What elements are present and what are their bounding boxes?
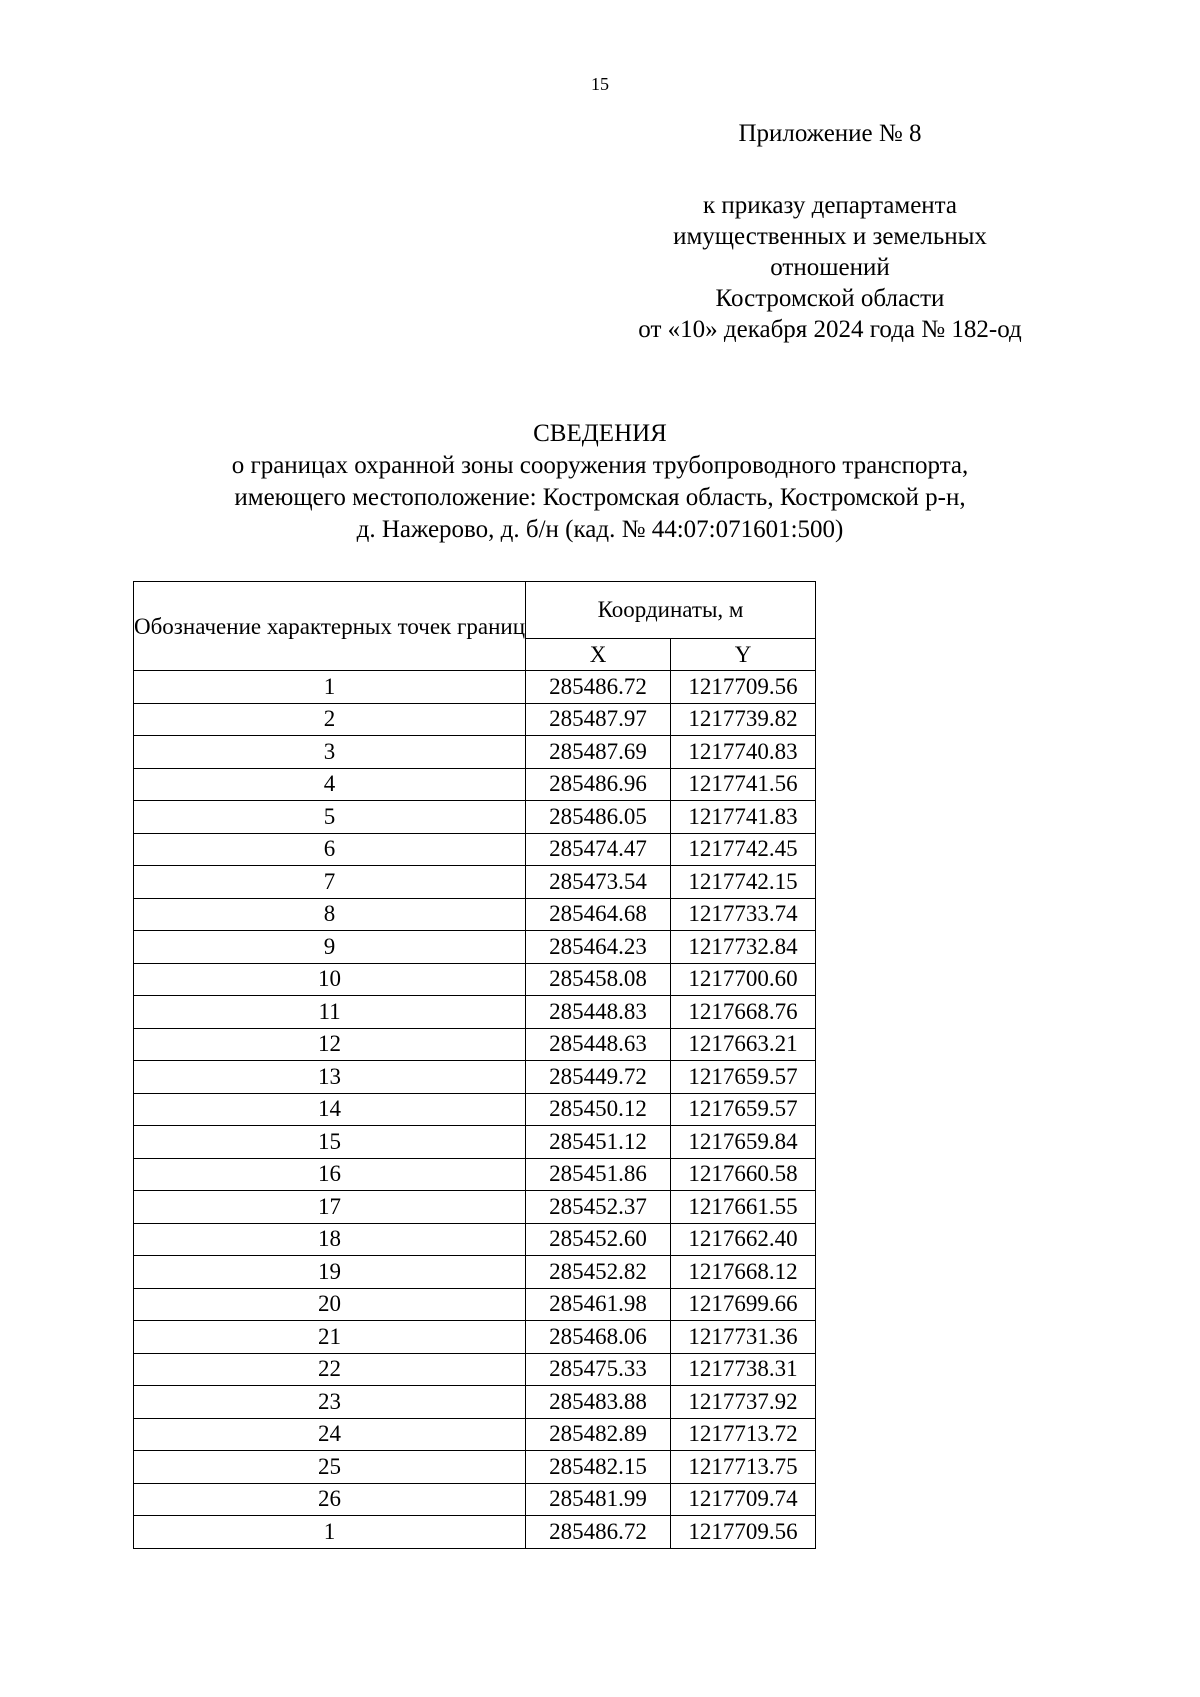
y-coordinate-cell: 1217737.92	[671, 1386, 816, 1419]
point-number-cell: 21	[134, 1321, 526, 1354]
header-coordinates: Координаты, м	[526, 582, 816, 639]
table-row	[134, 1093, 816, 1126]
document-heading	[100, 418, 1100, 546]
point-number-cell: 19	[134, 1256, 526, 1289]
point-number-cell: 3	[134, 736, 526, 769]
x-coordinate-cell: 285451.86	[526, 1158, 671, 1191]
x-coordinate-cell: 285487.97	[526, 703, 671, 736]
point-number-cell: 9	[134, 931, 526, 964]
y-coordinate-cell: 1217700.60	[671, 963, 816, 996]
point-number-cell: 26	[134, 1483, 526, 1516]
table-row	[134, 996, 816, 1029]
x-coordinate-cell: 285486.05	[526, 801, 671, 834]
point-number-cell: 6	[134, 833, 526, 866]
table-row	[134, 1288, 816, 1321]
point-number-cell: 11	[134, 996, 526, 1029]
x-coordinate-cell: 285464.23	[526, 931, 671, 964]
table-row	[134, 1191, 816, 1224]
x-coordinate-cell: 285464.68	[526, 898, 671, 931]
table-row	[134, 1418, 816, 1451]
table-row	[134, 833, 816, 866]
x-coordinate-cell: 285451.12	[526, 1126, 671, 1159]
point-number-cell: 8	[134, 898, 526, 931]
x-coordinate-cell: 285450.12	[526, 1093, 671, 1126]
point-number-cell: 14	[134, 1093, 526, 1126]
y-coordinate-cell: 1217662.40	[671, 1223, 816, 1256]
x-coordinate-cell: 285482.89	[526, 1418, 671, 1451]
x-coordinate-cell: 285483.88	[526, 1386, 671, 1419]
x-coordinate-cell: 285448.63	[526, 1028, 671, 1061]
x-coordinate-cell: 285482.15	[526, 1451, 671, 1484]
point-number-cell: 10	[134, 963, 526, 996]
y-coordinate-cell: 1217732.84	[671, 931, 816, 964]
table-row	[134, 1516, 816, 1549]
y-coordinate-cell: 1217659.57	[671, 1061, 816, 1094]
point-number-cell: 15	[134, 1126, 526, 1159]
y-coordinate-cell: 1217709.74	[671, 1483, 816, 1516]
appendix-line: отношений	[770, 254, 890, 281]
y-coordinate-cell: 1217663.21	[671, 1028, 816, 1061]
y-coordinate-cell: 1217738.31	[671, 1353, 816, 1386]
table-row	[134, 1321, 816, 1354]
point-number-cell: 20	[134, 1288, 526, 1321]
y-coordinate-cell: 1217742.15	[671, 866, 816, 899]
x-coordinate-cell: 285448.83	[526, 996, 671, 1029]
table-row	[134, 1223, 816, 1256]
table-body	[134, 671, 816, 1549]
x-coordinate-cell: 285486.96	[526, 768, 671, 801]
point-number-cell: 25	[134, 1451, 526, 1484]
table-row	[134, 1451, 816, 1484]
y-coordinate-cell: 1217709.56	[671, 671, 816, 704]
y-coordinate-cell: 1217709.56	[671, 1516, 816, 1549]
header-x: X	[526, 639, 671, 671]
heading-line: имеющего местоположение: Костромская область, Костромской р-н,	[234, 484, 966, 511]
appendix-reference	[580, 190, 1080, 345]
table-row	[134, 1483, 816, 1516]
y-coordinate-cell: 1217668.12	[671, 1256, 816, 1289]
header-point-label: Обозначение характерных точек границ	[134, 582, 526, 671]
point-number-cell: 7	[134, 866, 526, 899]
point-number-cell: 1	[134, 671, 526, 704]
y-coordinate-cell: 1217742.45	[671, 833, 816, 866]
appendix-line: к приказу департамента	[702, 192, 958, 219]
y-coordinate-cell: 1217733.74	[671, 898, 816, 931]
point-number-cell: 13	[134, 1061, 526, 1094]
table-row	[134, 703, 816, 736]
table-row	[134, 1256, 816, 1289]
y-coordinate-cell: 1217660.58	[671, 1158, 816, 1191]
point-number-cell: 16	[134, 1158, 526, 1191]
table-header-row	[134, 582, 816, 639]
table-row	[134, 1386, 816, 1419]
table-row	[134, 1158, 816, 1191]
point-number-cell: 5	[134, 801, 526, 834]
y-coordinate-cell: 1217740.83	[671, 736, 816, 769]
y-coordinate-cell: 1217699.66	[671, 1288, 816, 1321]
x-coordinate-cell: 285458.08	[526, 963, 671, 996]
x-coordinate-cell: 285452.60	[526, 1223, 671, 1256]
table-row	[134, 1126, 816, 1159]
coordinates-table	[133, 581, 816, 1549]
heading-line: д. Нажерово, д. б/н (кад. № 44:07:071601:500)	[356, 516, 844, 543]
x-coordinate-cell: 285474.47	[526, 833, 671, 866]
table-row	[134, 1028, 816, 1061]
appendix-line: имущественных и земельных	[673, 223, 987, 250]
point-number-cell: 22	[134, 1353, 526, 1386]
table-row	[134, 931, 816, 964]
point-number-cell: 1	[134, 1516, 526, 1549]
table-row	[134, 1061, 816, 1094]
y-coordinate-cell: 1217731.36	[671, 1321, 816, 1354]
x-coordinate-cell: 285468.06	[526, 1321, 671, 1354]
table-row	[134, 801, 816, 834]
y-coordinate-cell: 1217741.83	[671, 801, 816, 834]
appendix-line: от «10» декабря 2024 года № 182-од	[638, 316, 1022, 343]
point-number-cell: 24	[134, 1418, 526, 1451]
point-number-cell: 4	[134, 768, 526, 801]
y-coordinate-cell: 1217659.84	[671, 1126, 816, 1159]
table-row	[134, 866, 816, 899]
y-coordinate-cell: 1217713.75	[671, 1451, 816, 1484]
x-coordinate-cell: 285486.72	[526, 1516, 671, 1549]
point-number-cell: 2	[134, 703, 526, 736]
x-coordinate-cell: 285452.82	[526, 1256, 671, 1289]
heading-title: СВЕДЕНИЯ	[533, 420, 667, 447]
x-coordinate-cell: 285487.69	[526, 736, 671, 769]
point-number-cell: 17	[134, 1191, 526, 1224]
x-coordinate-cell: 285452.37	[526, 1191, 671, 1224]
y-coordinate-cell: 1217713.72	[671, 1418, 816, 1451]
x-coordinate-cell: 285473.54	[526, 866, 671, 899]
table-row	[134, 1353, 816, 1386]
point-number-cell: 23	[134, 1386, 526, 1419]
table-row	[134, 898, 816, 931]
x-coordinate-cell: 285461.98	[526, 1288, 671, 1321]
table-row	[134, 736, 816, 769]
point-number-cell: 18	[134, 1223, 526, 1256]
y-coordinate-cell: 1217741.56	[671, 768, 816, 801]
x-coordinate-cell: 285486.72	[526, 671, 671, 704]
y-coordinate-cell: 1217661.55	[671, 1191, 816, 1224]
table-row	[134, 768, 816, 801]
y-coordinate-cell: 1217739.82	[671, 703, 816, 736]
page-number: 15	[591, 74, 609, 94]
appendix-title: Приложение № 8	[738, 120, 922, 147]
x-coordinate-cell: 285475.33	[526, 1353, 671, 1386]
y-coordinate-cell: 1217659.57	[671, 1093, 816, 1126]
table-row	[134, 671, 816, 704]
y-coordinate-cell: 1217668.76	[671, 996, 816, 1029]
x-coordinate-cell: 285481.99	[526, 1483, 671, 1516]
table-row	[134, 963, 816, 996]
appendix-line: Костромской области	[715, 285, 945, 312]
x-coordinate-cell: 285449.72	[526, 1061, 671, 1094]
header-y: Y	[671, 639, 816, 671]
point-number-cell: 12	[134, 1028, 526, 1061]
heading-line: о границах охранной зоны сооружения трубопроводного транспорта,	[231, 452, 969, 479]
